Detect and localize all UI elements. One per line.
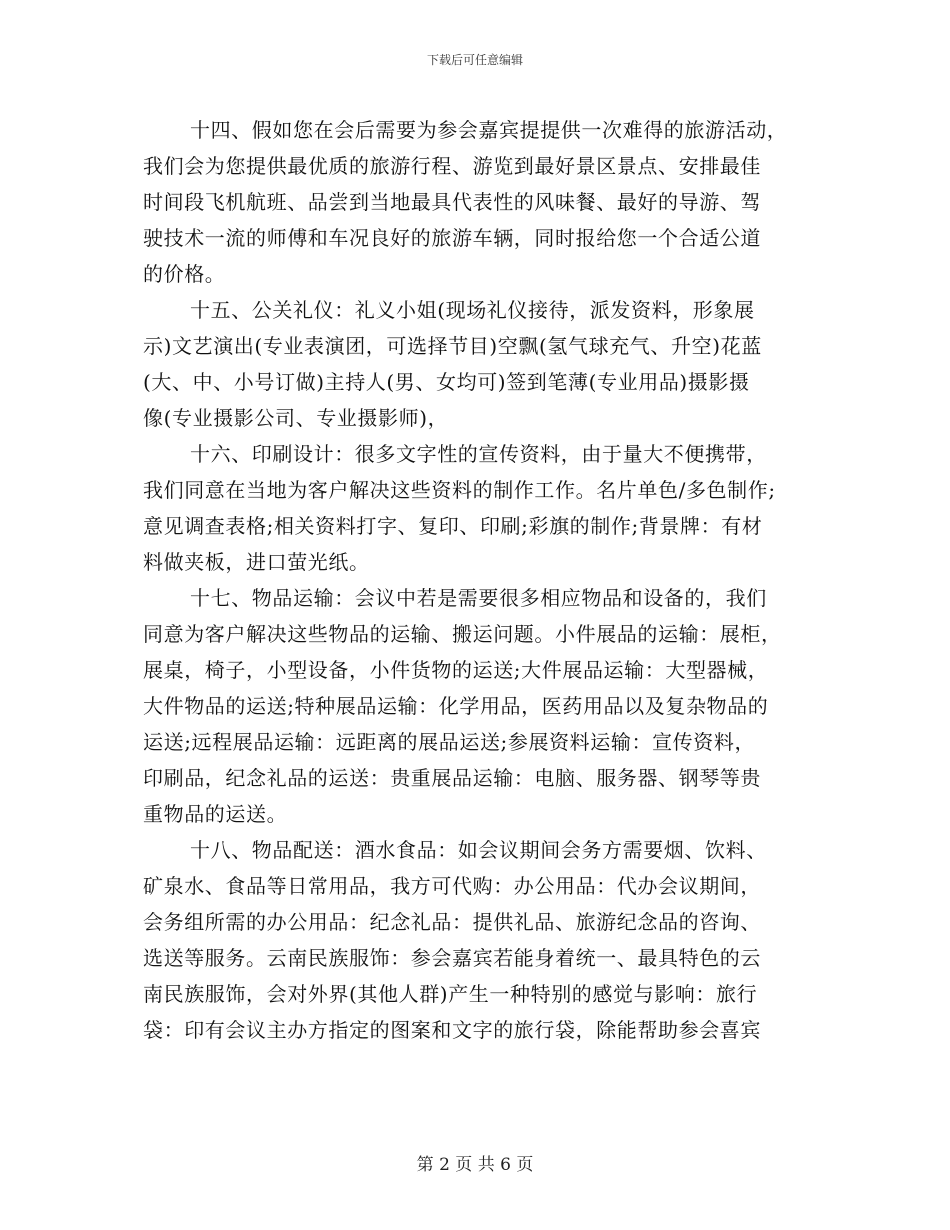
text-line: 大件物品的运送;特种展品运输：化学用品，医药用品以及复杂物品的	[143, 694, 769, 718]
paragraph-17	[143, 580, 809, 832]
text-line: 十四、假如您在会后需要为参会嘉宾提提供一次难得的旅游活动，	[190, 118, 788, 142]
text-line: 示)文艺演出(专业表演团，可选择节目)空飘(氢气球充气、升空)花蓝	[143, 334, 762, 358]
paragraph-14	[143, 112, 809, 292]
paragraph-15	[143, 292, 809, 436]
text-line: 同意为客户解决这些物品的运输、搬运问题。小件展品的运输：展柜，	[143, 622, 782, 646]
text-line: 十八、物品配送：酒水食品：如会议期间会务方需要烟、饮料、	[190, 838, 767, 862]
text-line: 矿泉水、食品等日常用品，我方可代购：办公用品：代办会议期间，	[143, 874, 761, 898]
text-line: 时间段飞机航班、品尝到当地最具代表性的风味餐、最好的导游、驾	[143, 190, 761, 214]
text-line: 驶技术一流的师傅和车况良好的旅游车辆，同时报给您一个合适公道	[143, 226, 761, 250]
text-line: 我们同意在当地为客户解决这些资料的制作工作。名片单色/多色制作;	[143, 478, 776, 502]
text-line: 十七、物品运输：会议中若是需要很多相应物品和设备的，我们	[190, 586, 767, 610]
page-number-footer: 第 2 页 共 6 页	[416, 1155, 534, 1175]
text-line: 印刷品，纪念礼品的运送：贵重展品运输：电脑、服务器、钢琴等贵	[143, 766, 761, 790]
paragraph-18	[143, 832, 809, 1048]
text-line: 我们会为您提供最优质的旅游行程、游览到最好景区景点、安排最佳	[143, 154, 761, 178]
text-line: 重物品的运送。	[143, 802, 288, 826]
text-line: 运送;远程展品运输：远距离的展品运送;参展资料运输：宣传资料，	[143, 730, 756, 754]
text-line: 的价格。	[143, 262, 226, 286]
text-line: 十五、公关礼仪：礼义小姐(现场礼仪接待，派发资料，形象展	[190, 298, 755, 322]
text-line: 袋：印有会议主办方指定的图案和文字的旅行袋，除能帮助参会喜宾	[143, 1018, 761, 1042]
text-line: 展桌，椅子，小型设备，小件货物的运送;大件展品运输：大型器械，	[143, 658, 769, 682]
paragraph-16	[143, 436, 809, 580]
document-body	[143, 112, 809, 1048]
text-line: 选送等服务。云南民族服饰：参会嘉宾若能身着统一、最具特色的云	[143, 946, 761, 970]
text-line: 意见调查表格;相关资料打字、复印、印刷;彩旗的制作;背景牌：有材	[143, 514, 763, 538]
page-header-note: 下载后可任意编辑	[426, 53, 523, 67]
text-line: 十六、印刷设计：很多文字性的宣传资料，由于量大不便携带，	[190, 442, 767, 466]
text-line: 南民族服饰，会对外界(其他人群)产生一种特别的感觉与影响：旅行	[143, 982, 758, 1006]
text-line: 会务组所需的办公用品：纪念礼品：提供礼品、旅游纪念品的咨询、	[143, 910, 761, 934]
text-line: 料做夹板，进口萤光纸。	[143, 550, 370, 574]
text-line: (大、中、小号订做)主持人(男、女均可)签到笔薄(专业用品)摄影摄	[143, 370, 750, 394]
text-line: 像(专业摄影公司、专业摄影师)，	[143, 406, 449, 430]
